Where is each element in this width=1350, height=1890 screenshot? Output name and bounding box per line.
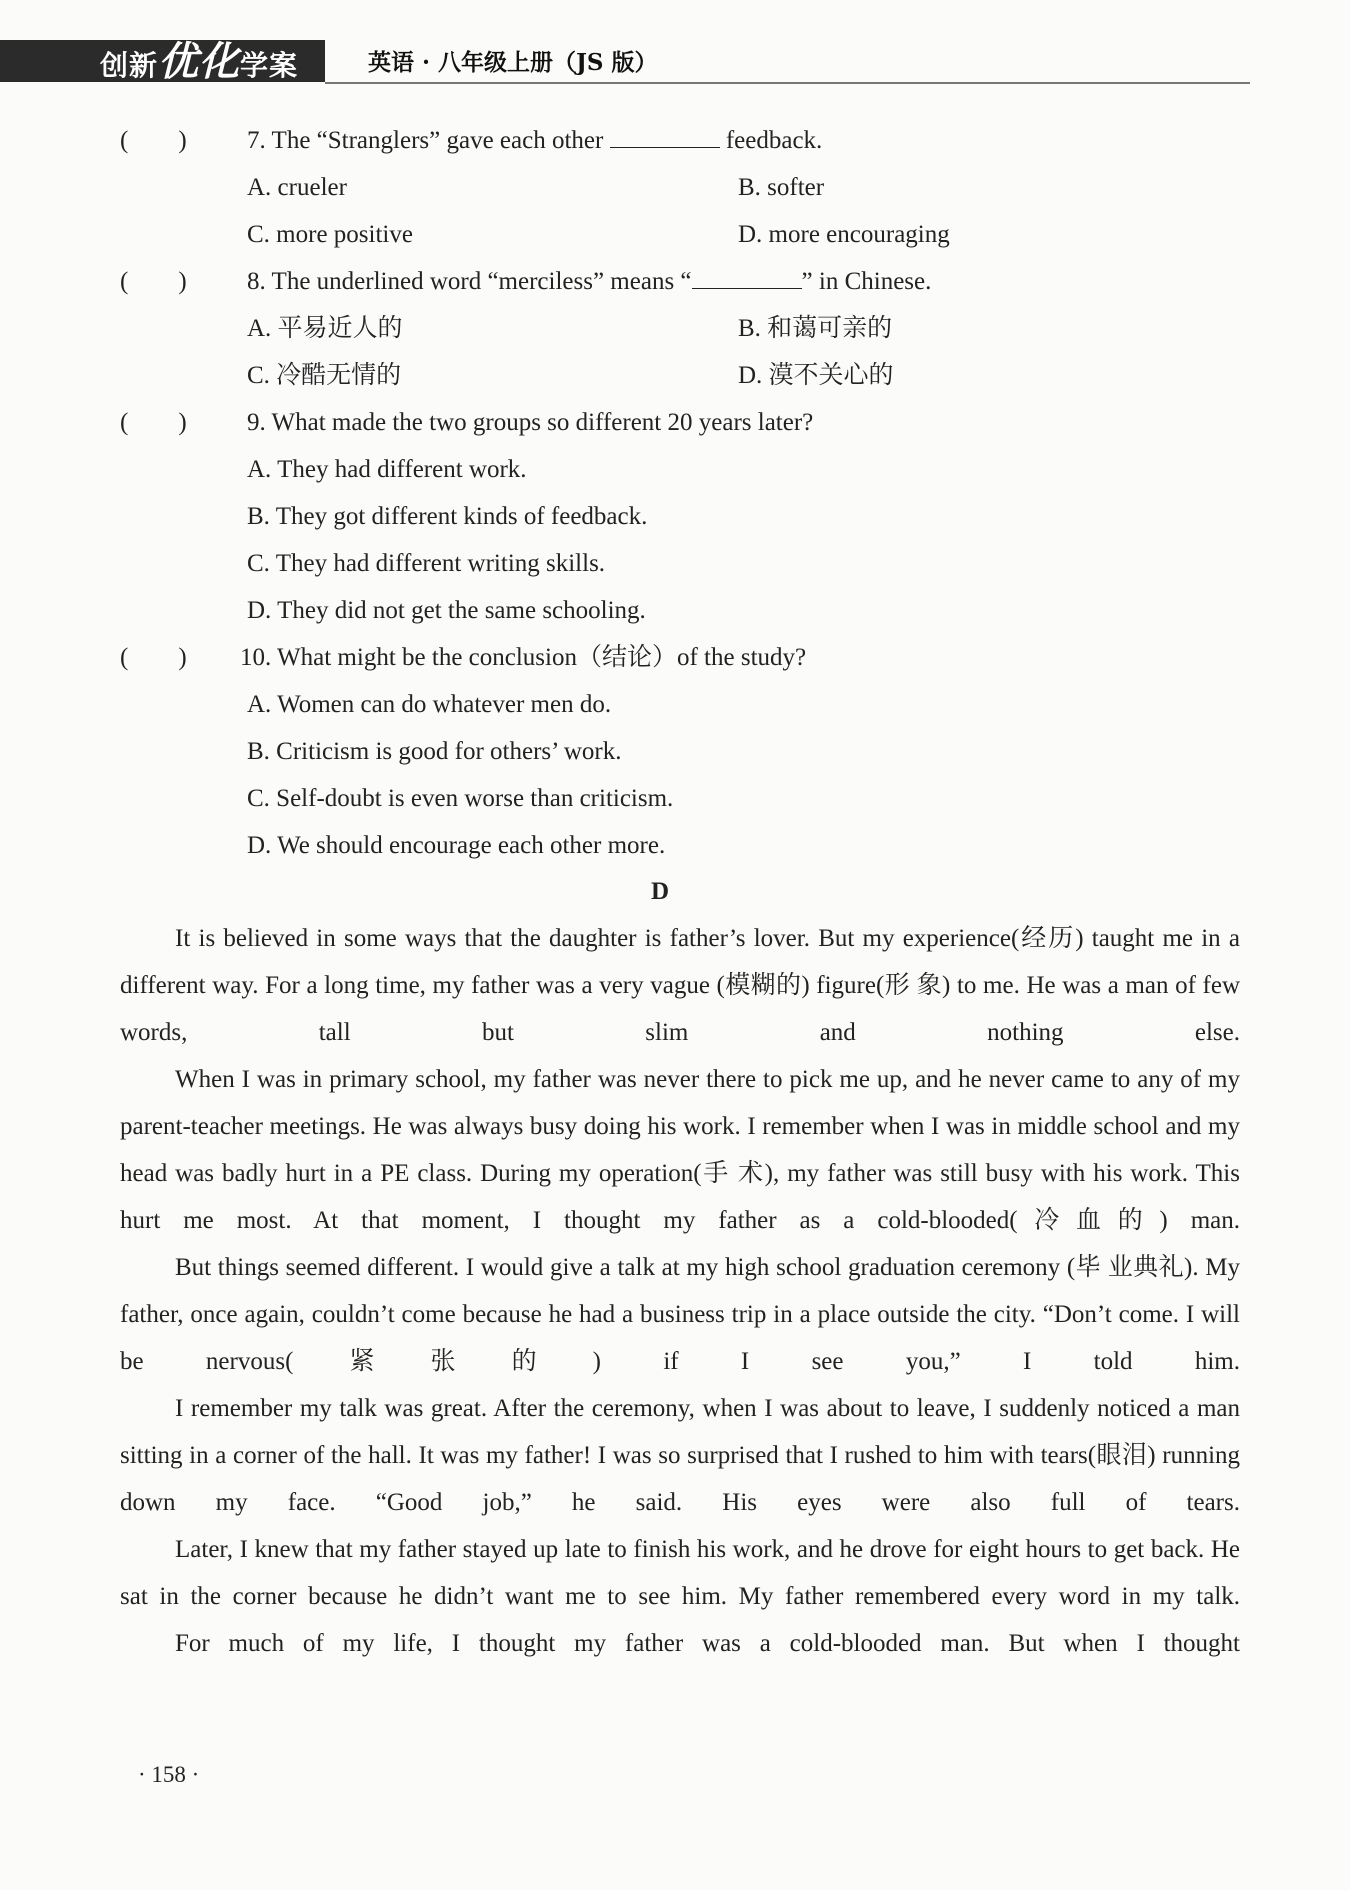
option-b: B. 和蔼可亲的 [738, 315, 893, 342]
option-d: D. 漠不关心的 [738, 362, 894, 389]
options-row [120, 352, 1240, 399]
paragraph-3: But things seemed different. I would give a talk at my high school graduation ceremony (毕 业典礼). My father, once again, couldn’t come because he had a business trip in a place outside the city. “Don’t come. I will be nervous(紧张的) if I see you,” I told him. [120, 1254, 1241, 1375]
options-row [120, 305, 1240, 352]
option-d: D. more encouraging [738, 221, 950, 248]
question-stem: 8. The underlined word “merciless” means “ ” in Chinese. [247, 268, 932, 295]
question-stem: 10. What might be the conclusion（结论）of the study? [240, 644, 807, 671]
answer-bracket[interactable]: ( ) [120, 644, 187, 671]
option-a: A. 平易近人的 [247, 315, 403, 342]
options-row [120, 164, 1240, 211]
page-number: · 158 · [138, 1762, 200, 1787]
question-9 [120, 399, 1240, 446]
paragraph-1: It is believed in some ways that the daughter is father’s lover. But my experience(经历) taught me in a different way. For a long time, my father was a very vague (模糊的) figure(形 象) to me. He was a man of few words, tall but slim and nothing else. [120, 925, 1241, 1046]
option-b: B. Criticism is good for others’ work. [247, 738, 622, 765]
paragraph-6: For much of my life, I thought my father was a cold-blooded man. But when I thought [175, 1630, 1240, 1657]
answer-bracket[interactable]: ( ) [120, 127, 187, 154]
header-rule [325, 82, 1250, 84]
series-logo: 创新优化学案 [100, 39, 299, 85]
question-7 [120, 117, 1240, 164]
page-content [120, 117, 1240, 1667]
option-b: B. They got different kinds of feedback. [247, 503, 648, 530]
reading-passage [120, 915, 1240, 1667]
paragraph-5: Later, I knew that my father stayed up late to finish his work, and he drove for eight hours to get back. He sat in the corner because he didn’t want me to see him. My father remembered every word in my talk. [120, 1536, 1241, 1610]
option-d: D. We should encourage each other more. [247, 832, 666, 859]
option-a: A. They had different work. [247, 456, 527, 483]
option-c: C. 冷酷无情的 [247, 362, 402, 389]
section-heading: D [650, 878, 670, 905]
option-b: B. softer [738, 174, 825, 201]
option-c: C. more positive [247, 221, 413, 248]
answer-bracket[interactable]: ( ) [120, 268, 187, 295]
question-stem: 7. The “Stranglers” gave each other feedback. [247, 127, 823, 154]
answer-blank[interactable] [610, 125, 720, 148]
question-10 [120, 634, 1240, 681]
paragraph-2: When I was in primary school, my father was never there to pick me up, and he never came to any of my parent-teacher meetings. He was always busy doing his work. I remember when I was in middle school and my head was badly hurt in a PE class. During my operation(手 术), my father was still busy with his work. This hurt me most. At that moment, I thought my father as a cold-blooded(冷血的) man. [120, 1066, 1241, 1234]
option-a: A. crueler [247, 174, 347, 201]
answer-bracket[interactable]: ( ) [120, 409, 187, 436]
question-8 [120, 258, 1240, 305]
option-a: A. Women can do whatever men do. [247, 691, 612, 718]
option-c: C. They had different writing skills. [247, 550, 606, 577]
answer-blank[interactable] [692, 266, 802, 289]
book-title: 英语 · 八年级上册（JS 版） [368, 49, 658, 76]
options-row [120, 211, 1240, 258]
question-stem: 9. What made the two groups so different 20 years later? [247, 409, 814, 436]
option-d: D. They did not get the same schooling. [247, 597, 646, 624]
paragraph-4: I remember my talk was great. After the ceremony, when I was about to leave, I suddenly noticed a man sitting in a corner of the hall. It was my father! I was so surprised that I rushed to him with tears(眼泪) running down my face. “Good job,” he said. His eyes were also full of tears. [120, 1395, 1241, 1516]
option-c: C. Self-doubt is even worse than criticism. [247, 785, 674, 812]
